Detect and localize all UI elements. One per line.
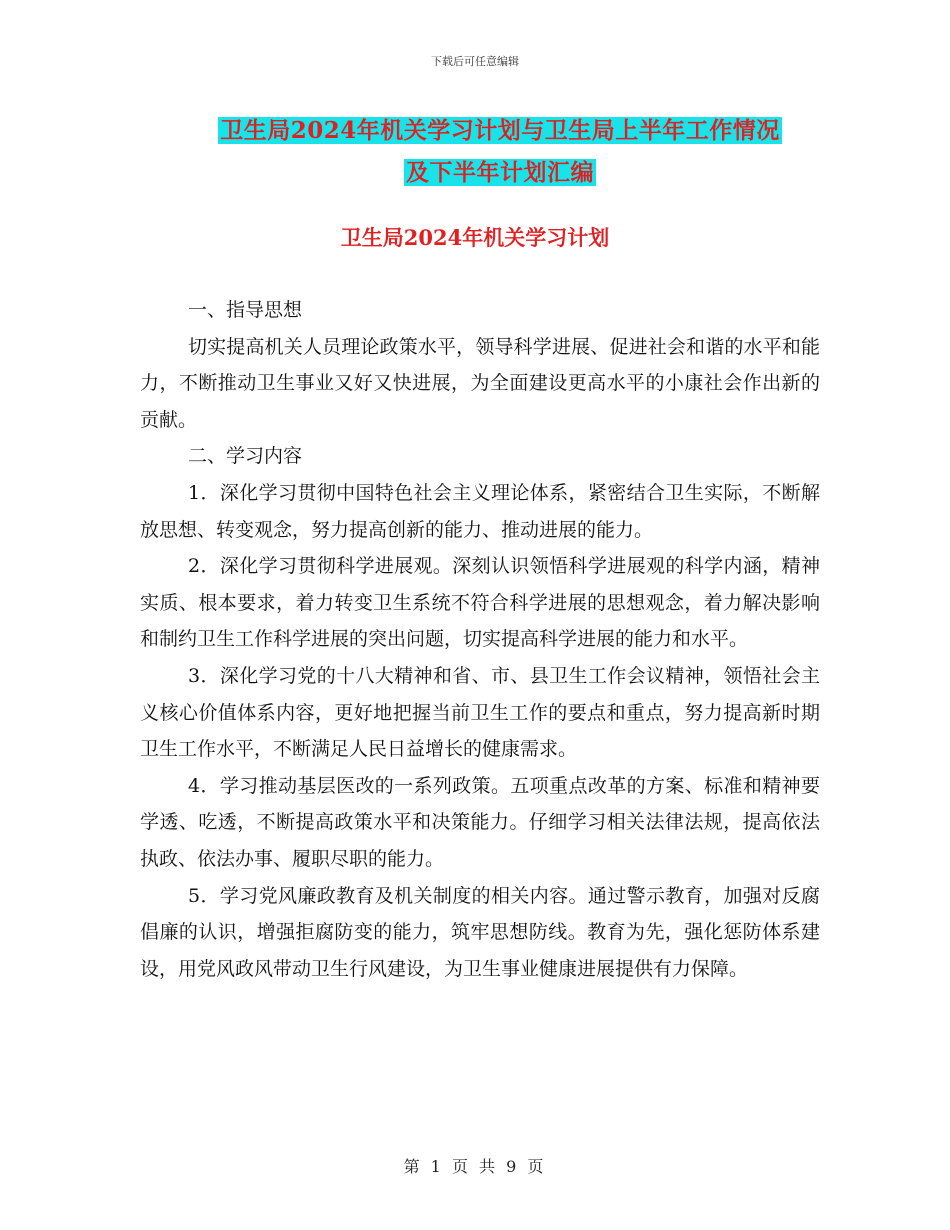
paragraph: 3．深化学习党的十八大精神和省、市、县卫生工作会议精神，领悟社会主义核心价值体系内容，更好地把握当前卫生工作的要点和重点，努力提高新时期卫生工作水平，不断满足人民日益增长的健康需求。: [140, 664, 820, 761]
paragraph: 5．学习党风廉政教育及机关制度的相关内容。通过警示教育，加强对反腐倡廉的认识，增强拒腐防变的能力，筑牢思想防线。教育为先，强化惩防体系建设，用党风政风带动卫生行风建设，为卫生事业健康进展提供有力保障。: [140, 884, 820, 980]
paragraph: 二、学习内容: [188, 445, 303, 468]
paragraph: 切实提高机关人员理论政策水平，领导科学进展、促进社会和谐的水平和能力，不断推动卫生事业又好又快进展，为全面建设更高水平的小康社会作出新的贡献。: [140, 335, 820, 431]
paragraph: 4．学习推动基层医改的一系列政策。五项重点改革的方案、标准和精神要学透、吃透，不断提高政策水平和决策能力。仔细学习相关法律法规，提高依法执政、依法办事、履职尽职的能力。: [140, 774, 820, 870]
header-note: 下载后可任意编辑: [431, 55, 519, 68]
paragraph: 1．深化学习贯彻中国特色社会主义理论体系，紧密结合卫生实际，不断解放思想、转变观念，努力提高创新的能力、推动进展的能力。: [140, 481, 820, 541]
document-title-text-1: 卫生局2024年机关学习计划与卫生局上半年工作情况: [220, 117, 780, 144]
document-title-line-1: [150, 110, 850, 152]
page-number-footer: 第 1 页 共 9 页: [403, 1157, 547, 1176]
paragraph: 一、指导思想: [188, 299, 303, 321]
document-title-text-2: 及下半年计划汇编: [406, 159, 594, 186]
document-title-line-2: [150, 152, 850, 194]
section-title: 卫生局2024年机关学习计划: [340, 225, 610, 250]
paragraph: 2．深化学习贯彻科学进展观。深刻认识领悟科学进展观的科学内涵，精神实质、根本要求，着力转变卫生系统不符合科学进展的思想观念，着力解决影响和制约卫生工作科学进展的突出问题，切实提高科学进展的能力和水平。: [140, 555, 820, 651]
document-body: [140, 292, 820, 987]
